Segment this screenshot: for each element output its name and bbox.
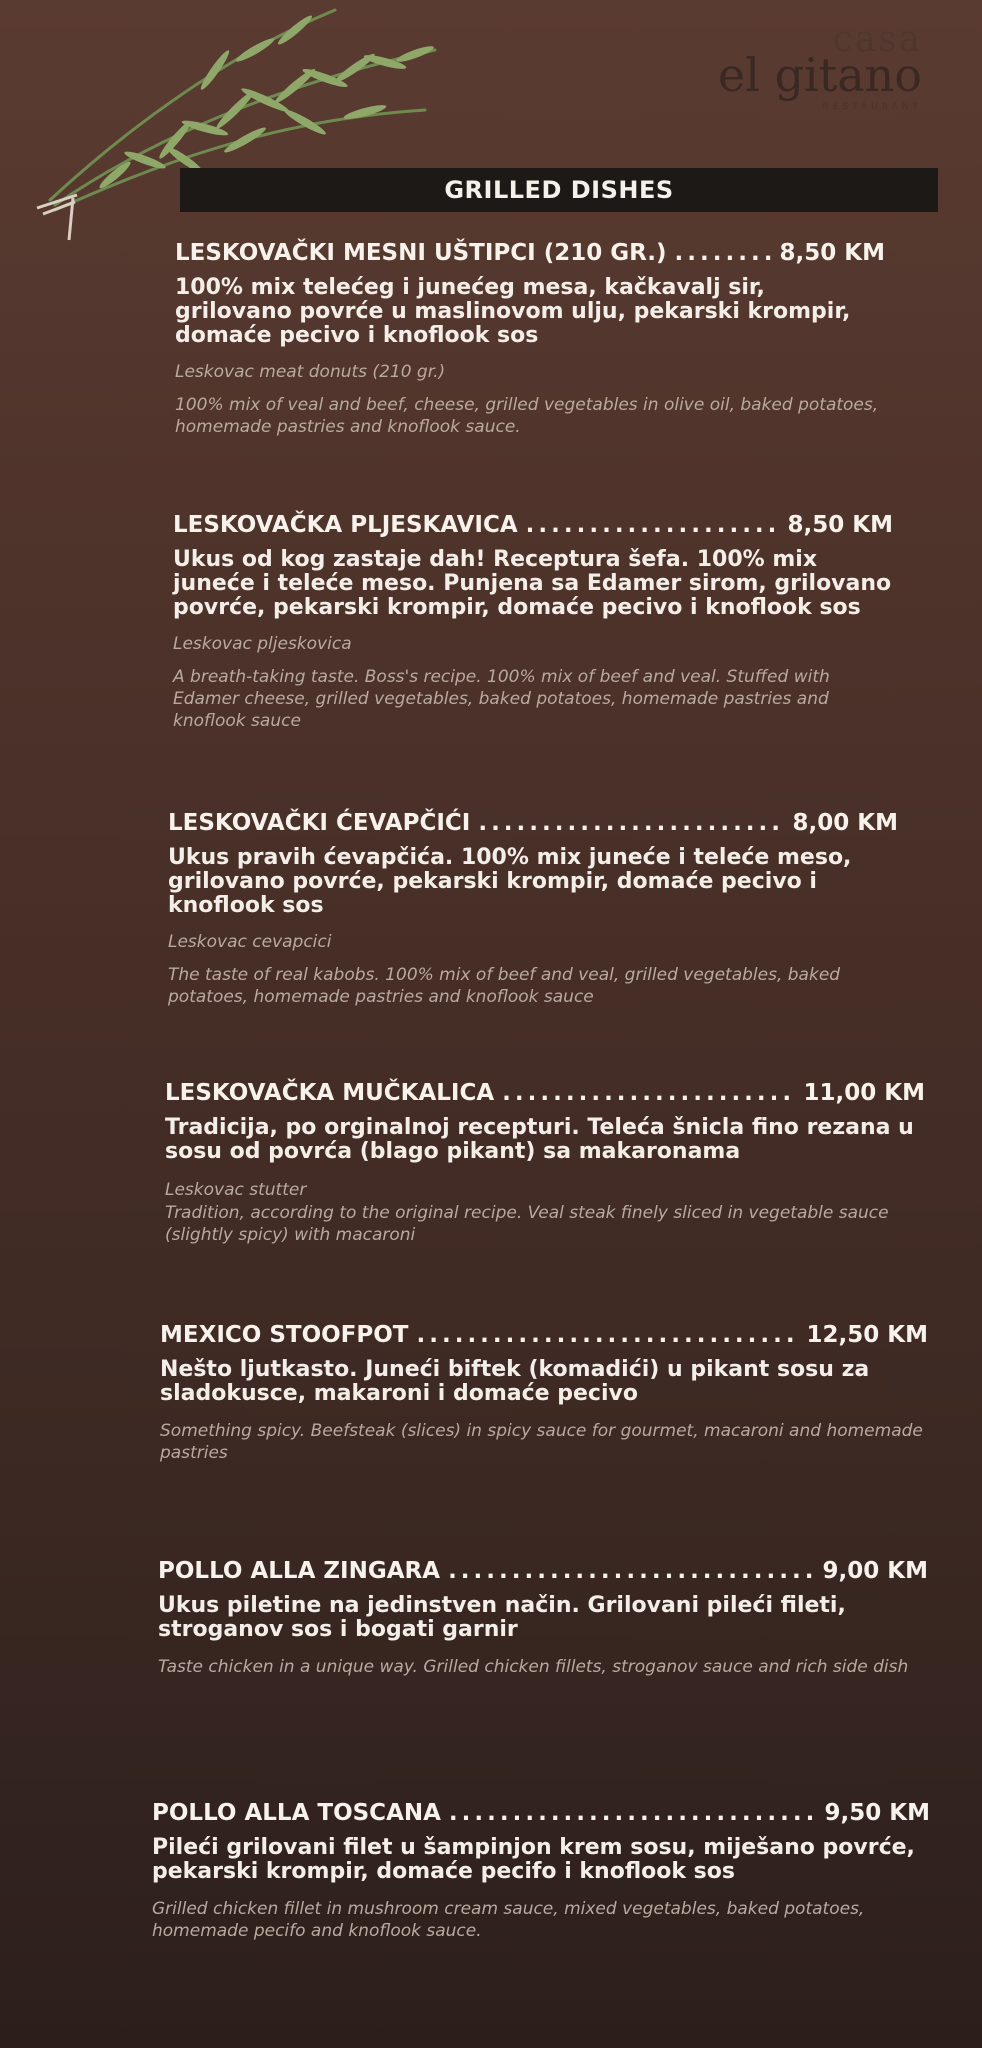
dish-english-name: Leskovac meat donuts (210 gr.)	[175, 362, 446, 382]
restaurant-logo	[718, 19, 922, 112]
dish-heading	[175, 240, 885, 266]
leader-dots	[675, 240, 772, 266]
dish-item	[173, 512, 893, 732]
dish-price: 11,00 KM	[803, 1080, 925, 1106]
dish-item	[158, 1558, 928, 1678]
dish-price: 9,00 KM	[822, 1558, 928, 1584]
logo-casa: casa	[832, 19, 922, 60]
dish-price: 8,50 KM	[787, 512, 893, 538]
dish-name: POLLO ALLA TOSCANA	[152, 1800, 441, 1826]
dish-name: LESKOVAČKI ĆEVAPČIĆI	[168, 810, 471, 836]
leader-dots	[417, 1322, 799, 1348]
dish-price: 8,50 KM	[779, 240, 885, 266]
logo-subtitle: RESTAURANT	[822, 102, 922, 112]
dish-local-description: Ukus piletine na jedinstven način. Grilovani pileći fileti, stroganov sos i bogati garnir	[158, 1593, 846, 1642]
dish-local-description: Ukus pravih ćevapčića. 100% mix juneće i teleće meso, grilovano povrće, pekarski krompir, domaće pecivo i knoflook sos	[168, 845, 852, 918]
dish-item	[165, 1080, 925, 1246]
dish-price: 8,00 KM	[792, 810, 898, 836]
leader-dots	[478, 810, 784, 836]
dish-english-description: Grilled chicken fillet in mushroom cream sauce, mixed vegetables, baked potatoes, homemade pecifo and knoflook sauce.	[152, 1899, 865, 1941]
dish-item	[152, 1800, 930, 1942]
dish-english-description: Something spicy. Beefsteak (slices) in spicy sauce for gourmet, macaroni and homemade pastries	[160, 1421, 923, 1463]
dish-local-description: Nešto ljutkasto. Juneći biftek (komadići) u pikant sosu za sladokusce, makaroni i domaće pecivo	[160, 1357, 870, 1406]
dish-heading	[173, 512, 893, 538]
dish-english-name: Leskovac stutter	[165, 1180, 307, 1200]
dish-english-description: Tradition, according to the original recipe. Veal steak finely sliced in vegetable sauce (slightly spicy) with macaroni	[165, 1203, 889, 1245]
leader-dots	[502, 1080, 795, 1106]
dish-local-description: Tradicija, po orginalnoj recepturi. Teleća šnicla fino rezana u sosu od povrća (blago pikant) sa makaronama	[165, 1115, 914, 1164]
dish-heading	[168, 810, 898, 836]
dish-english-description: A breath-taking taste. Boss's recipe. 100% mix of beef and veal. Stuffed with Edamer cheese, grilled vegetables, baked potatoes, homemade pastries and knoflook sauce	[173, 667, 830, 731]
dish-name: LESKOVAČKI MESNI UŠTIPCI (210 GR.)	[175, 240, 667, 266]
logo-el-gitano: el gitano	[718, 48, 922, 102]
dish-local-description: Pileći grilovani filet u šampinjon krem sosu, miješano povrće, pekarski krompir, domaće pecifo i knoflook sos	[152, 1835, 915, 1884]
dish-item	[168, 810, 898, 1008]
dish-english-description: 100% mix of veal and beef, cheese, grilled vegetables in olive oil, baked potatoes, homemade pastries and knoflook sauce.	[175, 395, 879, 437]
dish-heading	[165, 1080, 925, 1106]
dish-local-description: Ukus od kog zastaje dah! Receptura šefa. 100% mix juneće i teleće meso. Punjena sa Edamer sirom, grilovano povrće, pekarski krompir, domaće pecivo i knoflook sos	[173, 547, 892, 620]
section-header	[180, 168, 938, 212]
dish-name: MEXICO STOOFPOT	[160, 1322, 409, 1348]
leader-dots	[526, 512, 780, 538]
leader-dots	[449, 1800, 817, 1826]
dish-english-description: Taste chicken in a unique way. Grilled chicken fillets, stroganov sauce and rich side dish	[158, 1657, 909, 1677]
leader-dots	[448, 1558, 814, 1584]
dish-english-name: Leskovac pljeskovica	[173, 634, 352, 654]
dish-price: 12,50 KM	[806, 1322, 928, 1348]
dish-heading	[160, 1322, 928, 1348]
dish-english-name: Leskovac cevapcici	[168, 932, 332, 952]
dish-item	[160, 1322, 928, 1464]
dish-name: LESKOVAČKA PLJESKAVICA	[173, 512, 518, 538]
dish-english-description: The taste of real kabobs. 100% mix of beef and veal, grilled vegetables, baked potatoes, homemade pastries and knoflook sauce	[168, 965, 841, 1007]
dish-heading	[152, 1800, 930, 1826]
section-title: GRILLED DISHES	[444, 176, 674, 204]
dish-name: LESKOVAČKA MUČKALICA	[165, 1080, 495, 1106]
dish-name: POLLO ALLA ZINGARA	[158, 1558, 441, 1584]
dish-price: 9,50 KM	[824, 1800, 930, 1826]
dish-local-description: 100% mix telećeg i junećeg mesa, kačkavalj sir, grilovano povrće u maslinovom ulju, pekarski krompir, domaće pecivo i knoflook sos	[175, 275, 851, 348]
rosemary-sprig-image	[15, 0, 455, 250]
dish-heading	[158, 1558, 928, 1584]
dish-item	[175, 240, 885, 438]
